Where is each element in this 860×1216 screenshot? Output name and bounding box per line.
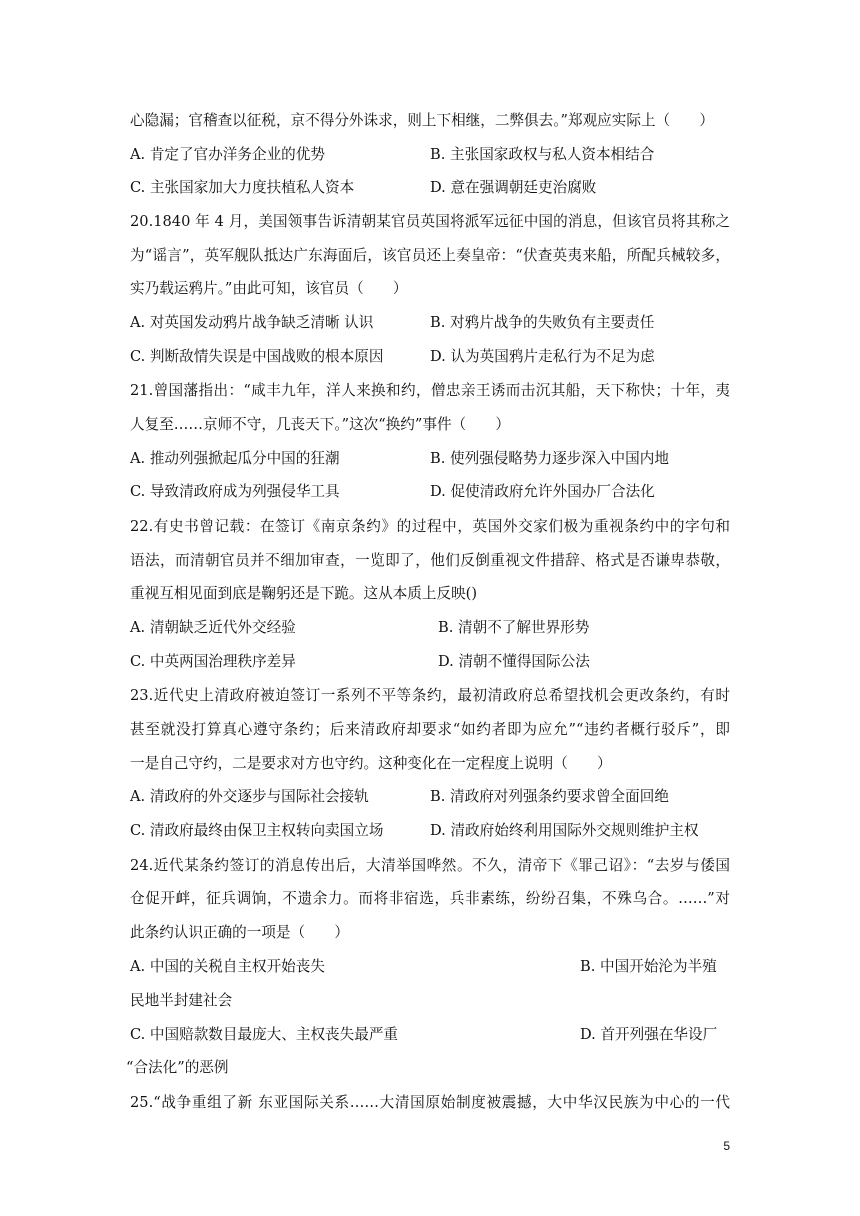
- q21-option-b: B. 使列强侵略势力逐步深入中国内地: [430, 450, 669, 467]
- q23-option-b: B. 清政府对列强条约要求曾全面回绝: [430, 788, 669, 805]
- q20-option-b: B. 对鸦片战争的失败负有主要责任: [430, 314, 655, 331]
- q20-stem-line-1: 20.1840 年 4 月，美国领事告诉清朝某官员英国将派军远征中国的消息，但该官员将其称之: [130, 213, 730, 230]
- q22-stem-line-1: 22.有史书曾记载：在签订《南京条约》的过程中，英国外交家们极为重视条约中的字句和: [130, 518, 730, 535]
- q23-option-a: A. 清政府的外交逐步与国际社会接轨: [130, 788, 369, 805]
- q23-stem-line-3: 一是自己守约，二是要求对方也守约。这种变化在一定程度上说明（ ）: [130, 755, 612, 772]
- q22-stem-line-3: 重视互相见面到底是鞠躬还是下跪。这从本质上反映(): [130, 585, 478, 602]
- q24-option-d-tail: “合法化”的恶例: [126, 1059, 229, 1076]
- q23-stem-line-1: 23.近代史上清政府被迫签订一系列不平等条约，最初清政府总希望找机会更改条约，有时: [130, 687, 730, 704]
- q19-option-c: C. 主张国家加大力度扶植私人资本: [130, 179, 355, 196]
- q19-option-d: D. 意在强调朝廷吏治腐败: [430, 179, 597, 196]
- q24-stem-line-3: 此条约认识正确的一项是（ ）: [130, 924, 349, 941]
- q24-option-b-head: B. 中国开始沦为半殖: [580, 958, 717, 975]
- q19-option-a: A. 肯定了官办洋务企业的优势: [130, 146, 325, 163]
- q20-option-c: C. 判断敌情失误是中国战败的根本原因: [130, 348, 384, 365]
- q22-option-d: D. 清朝不懂得国际公法: [438, 653, 590, 670]
- q21-option-c: C. 导致清政府成为列强侵华工具: [130, 483, 340, 500]
- q24-stem-line-2: 仓促开衅，征兵调饷，不遗余力。而将非宿选，兵非素练，纷纷召集，不殊乌合。……”对: [130, 890, 730, 907]
- q25-stem-line-1: 25.“战争重组了新 东亚国际关系……大清国原始制度被震撼，大中华汉民族为中心的一代: [130, 1094, 730, 1111]
- q22-stem-line-2: 语法，而清朝官员并不细加审查，一览即了，他们反倒重视文件措辞、格式是否谦卑恭敬，: [130, 552, 730, 569]
- q23-option-d: D. 清政府始终利用国际外交规则维护主权: [430, 822, 699, 839]
- q22-option-b: B. 清朝不了解世界形势: [438, 619, 590, 636]
- q21-option-d: D. 促使清政府允许外国办厂合法化: [430, 483, 655, 500]
- q21-stem-line-1: 21.曾国藩指出：“咸丰九年，洋人来换和约，僧忠亲王诱而击沉其船，天下称快；十年，夷: [130, 382, 730, 399]
- q20-stem-line-3: 实乃载运鸦片。”由此可知，该官员（ ）: [130, 280, 408, 297]
- q23-option-c: C. 清政府最终由保卫主权转向卖国立场: [130, 822, 384, 839]
- q19-stem-tail: 心隐漏；官稽查以征税，京不得分外诛求，则上下相继，二弊俱去。”郑观应实际上（ ）: [130, 112, 714, 129]
- q24-stem-line-1: 24.近代某条约签订的消息传出后，大清举国哗然。不久，清帝下《罪己诏》：“去岁与倭国: [130, 857, 730, 874]
- q22-option-c: C. 中英两国治理秩序差异: [130, 653, 296, 670]
- q19-option-b: B. 主张国家政权与私人资本相结合: [430, 146, 655, 163]
- q23-stem-line-2: 甚至就没打算真心遵守条约；后来清政府却要求“如约者即为应允”“违约者概行驳斥”，即: [130, 721, 730, 738]
- q22-option-a: A. 清朝缺乏近代外交经验: [130, 619, 296, 636]
- q20-stem-line-2: 为“谣言”，英军舰队抵达广东海面后，该官员还上奏皇帝：“伏查英夷来船，所配兵械较多，: [130, 247, 730, 264]
- q20-option-d: D. 认为英国鸦片走私行为不足为虑: [430, 348, 655, 365]
- page-number: 5: [723, 1139, 730, 1153]
- q21-option-a: A. 推动列强掀起瓜分中国的狂潮: [130, 450, 340, 467]
- q24-option-c: C. 中国赔款数目最庞大、主权丧失最严重: [130, 1026, 399, 1043]
- q21-stem-line-2: 人复至……京师不守，几丧天下。”这次“换约”事件（ ）: [130, 416, 510, 433]
- q24-option-b-tail: 民地半封建社会: [130, 992, 233, 1009]
- q24-option-a: A. 中国的关税自主权开始丧失: [130, 958, 325, 975]
- q24-option-d-head: D. 首开列强在华设厂: [580, 1026, 718, 1043]
- q20-option-a: A. 对英国发动鸦片战争缺乏清晰 认识: [130, 314, 374, 331]
